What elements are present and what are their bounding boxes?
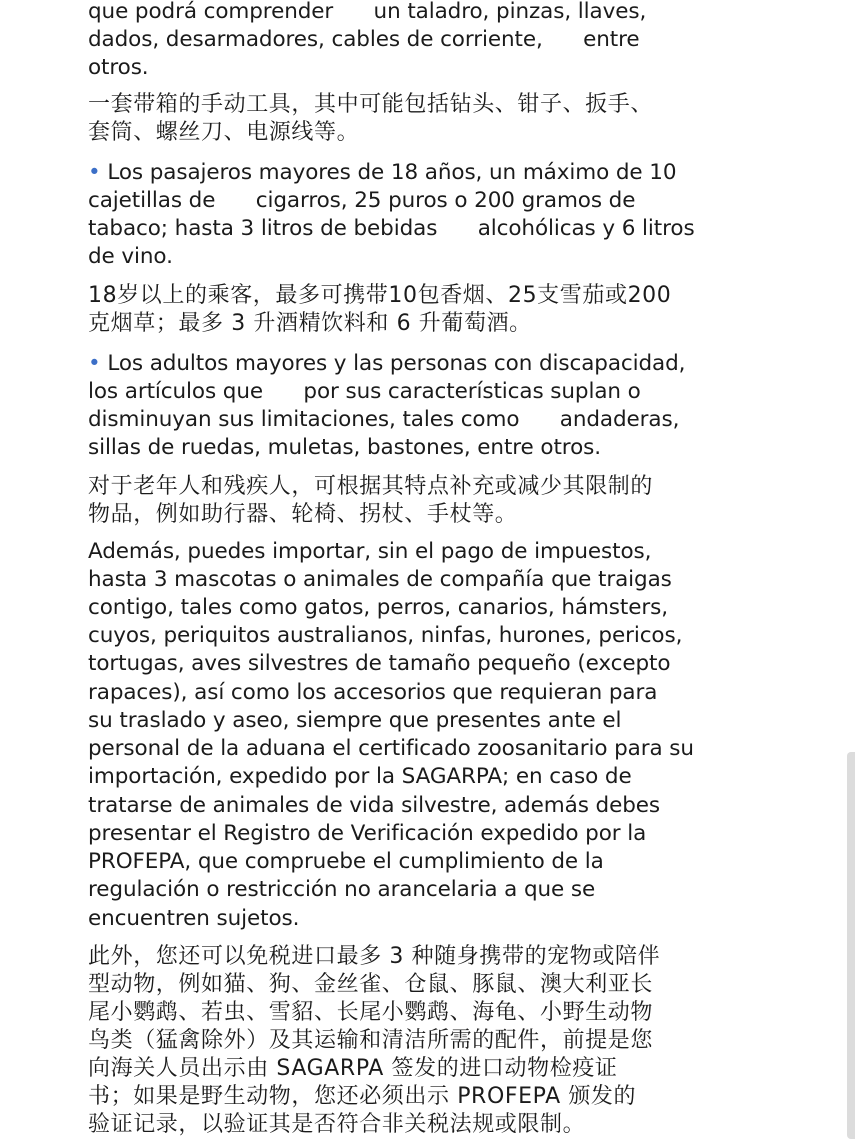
text-line: 此外，您还可以免税进口最多 3 种随身携带的宠物或陪伴 — [88, 944, 661, 969]
text-line: 书；如果是野生动物，您还必须出示 PROFEPA 颁发的 — [88, 1084, 637, 1109]
text-line: tratarse de animales de vida silvestre, además debes — [88, 793, 661, 818]
text-line: 尾小鹦鹉、若虫、雪貂、长尾小鹦鹉、海龟、小野生动物 — [88, 1000, 654, 1025]
scrollbar[interactable] — [847, 752, 855, 1139]
text-line: 克烟草；最多 3 升酒精饮料和 6 升葡萄酒。 — [88, 311, 532, 336]
text-line: Los adultos mayores y las personas con discapacidad, — [107, 351, 686, 376]
text-line: 18岁以上的乘客，最多可携带10包香烟、25支雪茄或200 — [88, 283, 672, 308]
text-line: tabaco; hasta 3 litros de bebidas alcohólicas y 6 litros — [88, 216, 695, 241]
text-line: presentar el Registro de Verificación expedido por la — [88, 821, 647, 846]
text-line: su traslado y aseo, siempre que presentes ante el — [88, 708, 622, 733]
text-line: que podrá comprender un taladro, pinzas, llaves, — [88, 0, 647, 24]
text-line: Además, puedes importar, sin el pago de impuestos, — [88, 539, 652, 564]
text-line: encuentren sujetos. — [88, 906, 300, 931]
bullet-icon: • — [88, 160, 101, 185]
text-line: dados, desarmadores, cables de corriente, entre — [88, 27, 640, 52]
text-line: cuyos, periquitos australianos, ninfas, hurones, pericos, — [88, 623, 683, 648]
text-line: 型动物，例如猫、狗、金丝雀、仓鼠、豚鼠、澳大利亚长 — [88, 972, 654, 997]
text-line: rapaces), así como los accesorios que requieran para — [88, 680, 658, 705]
text-line: 物品，例如助行器、轮椅、拐杖、手杖等。 — [88, 502, 518, 527]
text-line: 验证记录，以验证其是否符合非关税法规或限制。 — [88, 1112, 586, 1137]
text-line: 对于老年人和残疾人，可根据其特点补充或减少其限制的 — [88, 474, 654, 499]
text-line: importación, expedido por la SAGARPA; en caso de — [88, 764, 632, 789]
text-line: 向海关人员出示由 SAGARPA 签发的进口动物检疫证 — [88, 1056, 618, 1081]
bullet-line — [88, 159, 676, 187]
text-line: cajetillas de cigarros, 25 puros o 200 gramos de — [88, 188, 636, 213]
text-line: 一套带箱的手动工具，其中可能包括钻头、钳子、扳手、 — [88, 92, 654, 117]
text-line: tortugas, aves silvestres de tamaño pequeño (excepto — [88, 651, 671, 676]
text-line: 鸟类（猛禽除外）及其运输和清洁所需的配件，前提是您 — [88, 1028, 654, 1053]
text-line: hasta 3 mascotas o animales de compañía que traigas — [88, 567, 672, 592]
text-line: regulación o restricción no arancelaria a que se — [88, 877, 596, 902]
text-line: 套筒、螺丝刀、电源线等。 — [88, 120, 360, 145]
bullet-line — [88, 350, 685, 378]
text-line: personal de la aduana el certificado zoosanitario para su — [88, 736, 694, 761]
text-line: contigo, tales como gatos, perros, canarios, hámsters, — [88, 595, 668, 620]
text-line: otros. — [88, 55, 149, 80]
bullet-icon: • — [88, 351, 101, 376]
text-line: disminuyan sus limitaciones, tales como andaderas, — [88, 407, 680, 432]
text-line: de vino. — [88, 244, 173, 269]
text-line: sillas de ruedas, muletas, bastones, entre otros. — [88, 435, 601, 460]
text-line: los artículos que por sus características suplan o — [88, 379, 641, 404]
text-line: PROFEPA, que compruebe el cumplimiento de la — [88, 849, 604, 874]
text-line: Los pasajeros mayores de 18 años, un máximo de 10 — [107, 160, 677, 185]
